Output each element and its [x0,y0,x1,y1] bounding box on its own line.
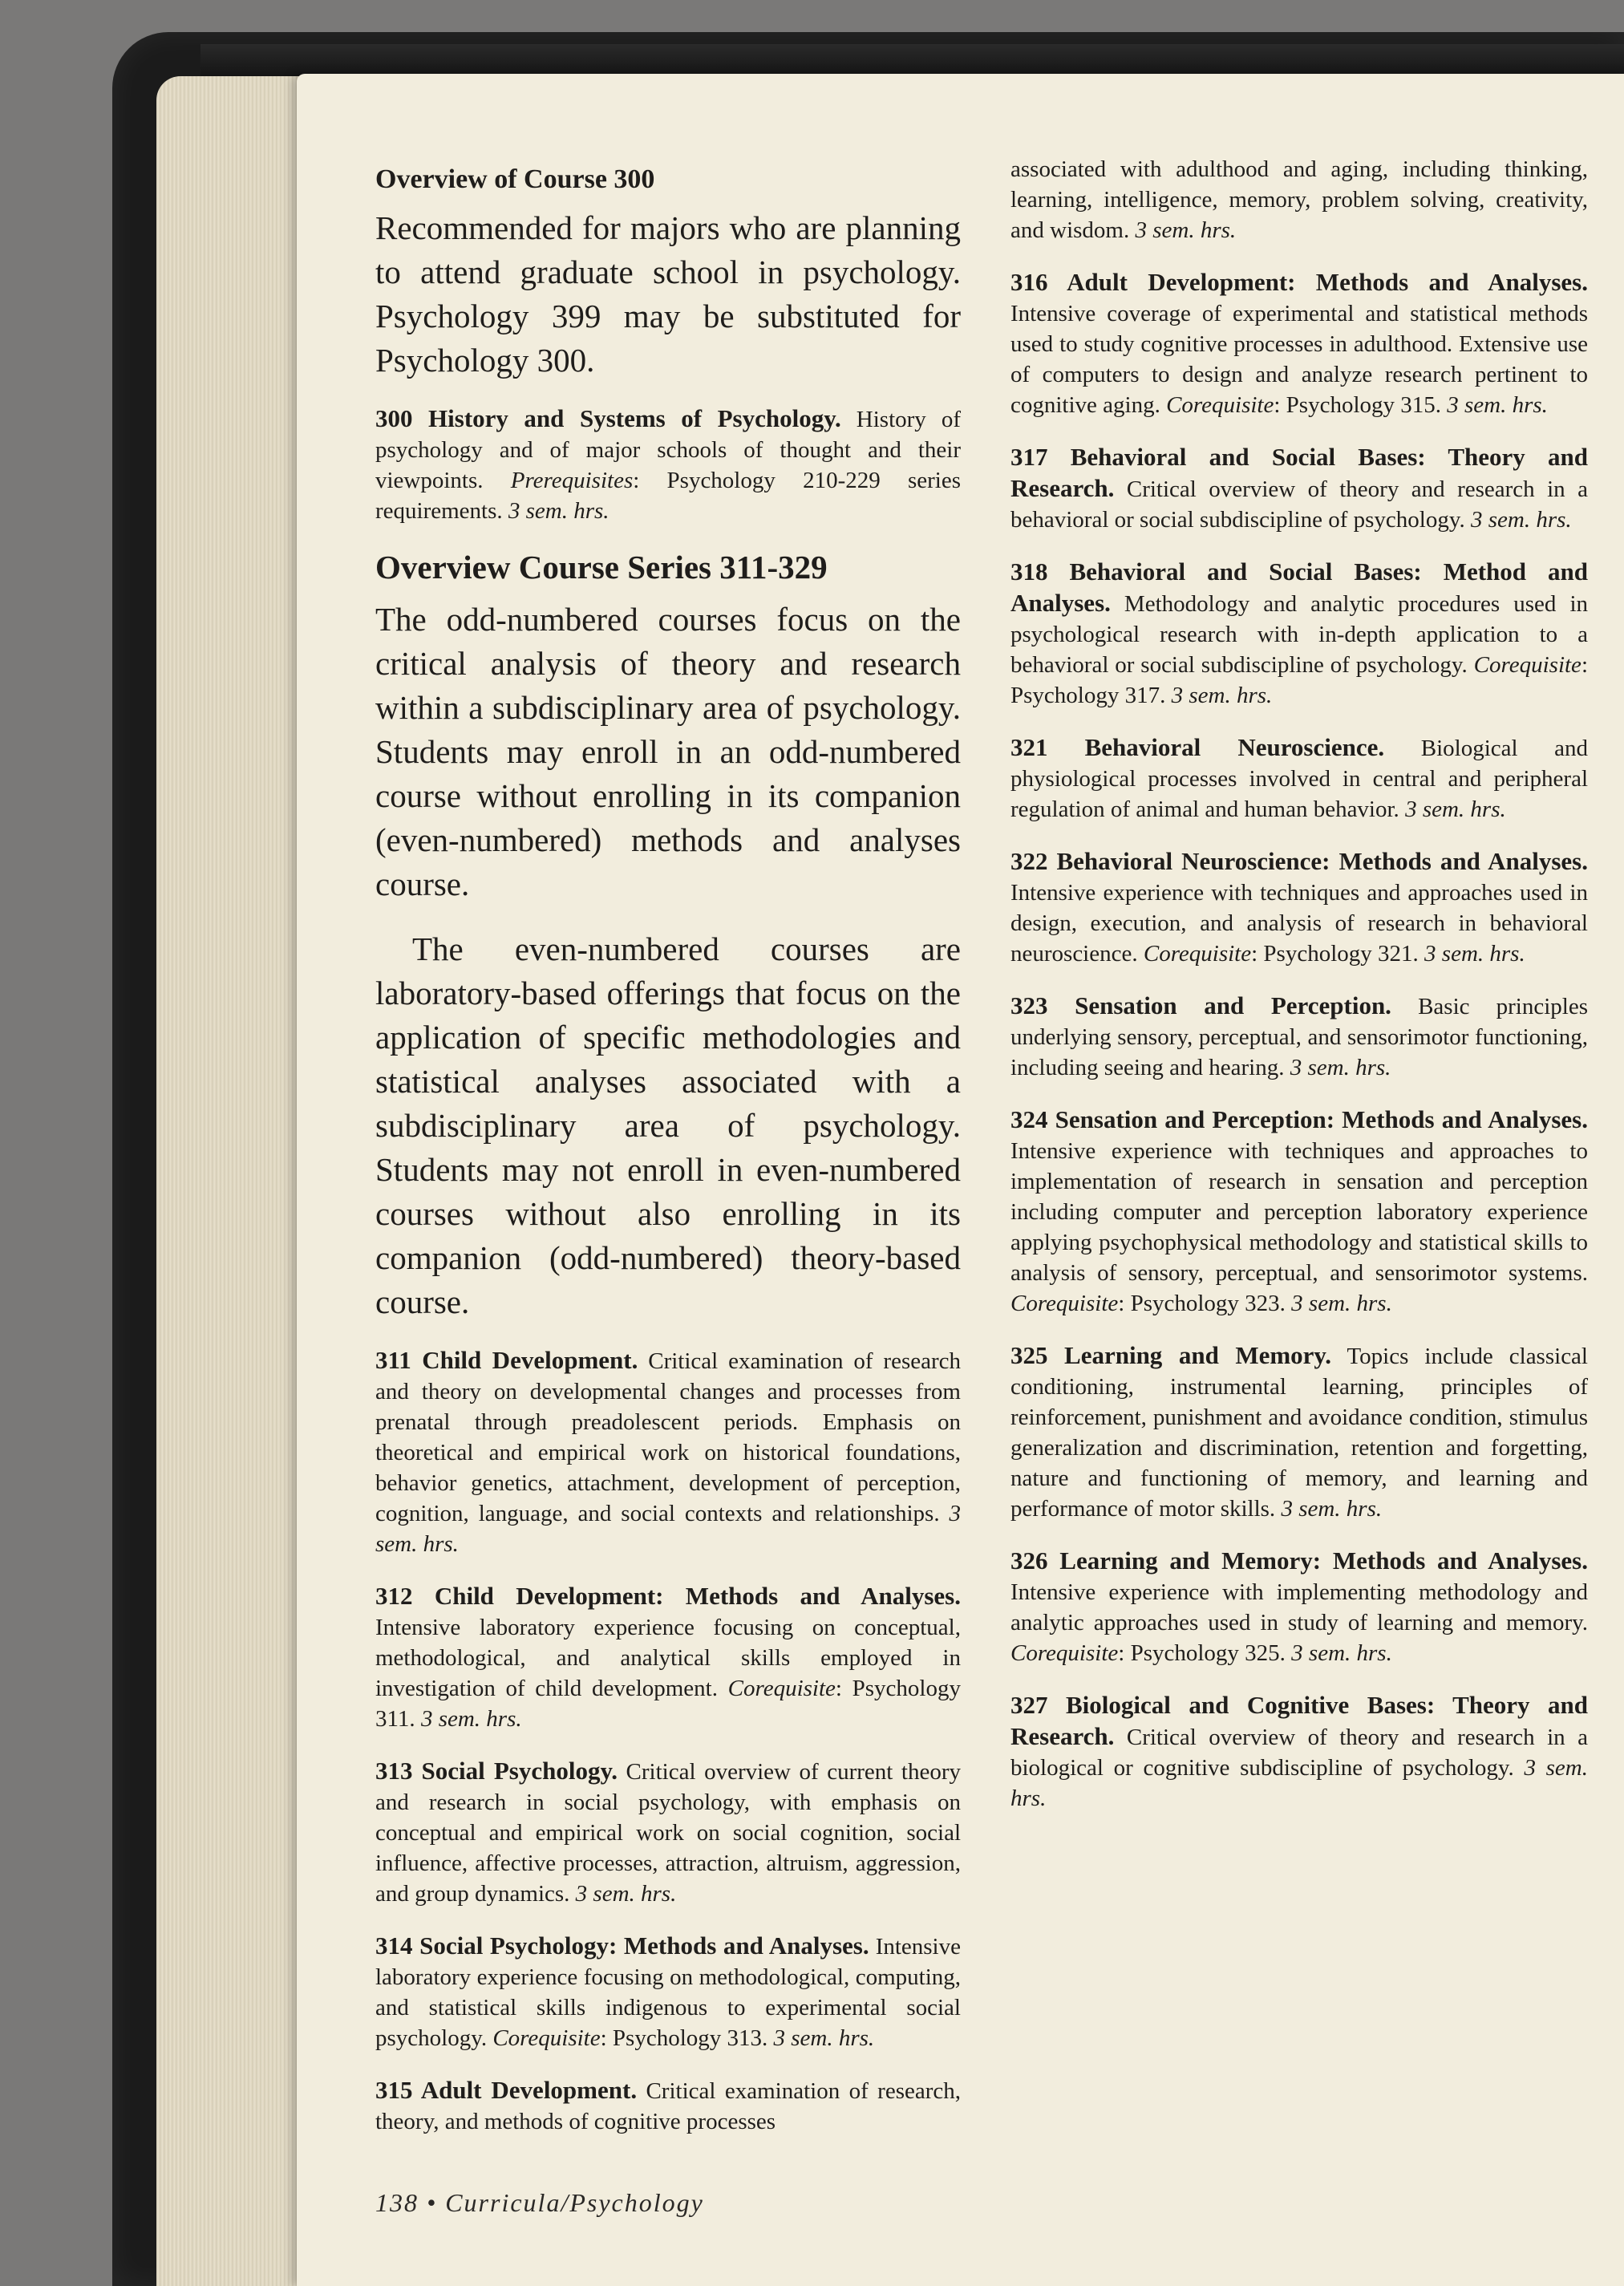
coreq-label: Corequisite [1010,1640,1119,1666]
course-title: 324 Sensation and Perception: Methods and Analyses. [1010,1105,1588,1133]
course-325 [1010,1340,1588,1524]
left-column [375,164,961,2158]
right-column [1010,154,1588,1835]
course-title: 318 Behavioral and Social Bases: Method and Analyses. [1010,557,1588,617]
course-311 [375,1345,961,1559]
course-title: 312 Child Development: Methods and Analyses. [375,1582,961,1611]
course-description: Intensive laboratory experience focusing on methodological, computing, and statistical skills indigenous to experimental social psychology. [375,1934,961,2052]
overview-311-para2: The even-numbered courses are laboratory-based offerings that focus on the application of specific methodologies and statistical analyses associated with a subdisciplinary area of psychology. Students may not enroll in even-numbered courses without also enrolling in its companion (odd-numbered) theory-based course. [375,930,961,1321]
coreq-text: : Psychology 325. [1118,1640,1292,1666]
course-327 [1010,1690,1588,1814]
course-description: Intensive experience with techniques and approaches used in design, execution, and analysis of research in behavioral neuroscience. [1010,880,1588,967]
prereq-text: : Psychology 210-229 series requirements. [375,468,961,525]
course-hours: 3 sem. hrs. [1281,1496,1383,1522]
course-hours: 3 sem. hrs. [1291,1640,1392,1666]
course-315 [375,2075,961,2137]
course-title: 325 Learning and Memory. [1010,1341,1331,1369]
course-title: 323 Sensation and Perception. [1010,991,1391,1019]
page-footer [375,2188,704,2218]
course-description: Critical overview of current theory and research in social psychology, with emphasis on conceptual and empirical work on social cognition, social influence, affective processes, attraction, altruism, aggression, and group dynamics. [375,1759,961,1907]
coreq-label: Corequisite [1473,652,1581,678]
coreq-text: : Psychology 321. [1251,941,1425,967]
coreq-text: : Psychology 315. [1274,392,1448,418]
course-description: Intensive experience with techniques and approaches to implementation of research in sensation and perception including computer and perception laboratory experience applying psychophysical methodology and statistical skills to analysis of sensory, perceptual, and sensorimotor systems. [1010,1138,1588,1286]
coreq-label: Corequisite [1010,1291,1119,1316]
course-title: 300 History and Systems of Psychology. [375,404,841,433]
course-323 [1010,991,1588,1083]
course-description: Critical overview of theory and research in a behavioral or social subdiscipline of psychology. [1010,476,1588,533]
course-description: History of psychology and of major schools of thought and their viewpoints. [375,407,961,494]
course-312 [375,1581,961,1734]
course-hours: 3 sem. hrs. [1290,1055,1391,1080]
course-hours: 3 sem. hrs. [420,1706,522,1733]
course-300 [375,403,961,526]
course-hours: 3 sem. hrs. [773,2025,875,2052]
course-313 [375,1756,961,1909]
overview-300-text: Recommended for majors who are planning to attend graduate school in psychology. Psychology 399 may be substituted for Psychology 300. [375,209,961,379]
coreq-text: : Psychology 311. [375,1676,961,1733]
coreq-label: Corequisite [1166,392,1274,418]
catalog-page [297,74,1624,2286]
course-description: Biological and physiological processes involved in central and peripheral regulation of animal and human behavior. [1010,736,1589,822]
course-title: 327 Biological and Cognitive Bases: Theory and Research. [1010,1691,1588,1750]
course-hours: 3 sem. hrs. [1470,507,1572,533]
page-number: 138 [375,2188,419,2217]
footer-section: Curricula/Psychology [445,2188,704,2217]
course-description: Intensive laboratory experience focusing on conceptual, methodological, and analytical skills employed in investigation of child development. [375,1615,961,1702]
course-description: Intensive coverage of experimental and statistical methods used to study cognitive processes in adulthood. Extensive use of computers to design and analyze research pertinent to cognitive aging. [1010,301,1588,418]
course-description: Critical examination of research and theory on developmental changes and processes from prenatal through preadolescent periods. Emphasis on theoretical and empirical work on historical foundations, behavior genetics, attachment, development of perception, cognition, language, and social contexts and relationships. [375,1348,961,1527]
course-description: Topics include classical conditioning, instrumental learning, principles of reinforcement, punishment and avoidance condition, stimulus generalization and discrimination, retention and forgetting, nature and functioning of memory, and learning and performance of motor skills. [1010,1344,1588,1522]
course-title: 314 Social Psychology: Methods and Analyses. [375,1931,869,1960]
coreq-text: : Psychology 317. [1010,652,1588,708]
course-title: 315 Adult Development. [375,2076,638,2105]
course-316 [1010,267,1588,420]
coreq-text: : Psychology 313. [600,2025,774,2052]
overview-300-heading: Overview of Course 300 [375,164,655,194]
footer-bullet: • [427,2188,438,2217]
coreq-text: : Psychology 323. [1118,1291,1292,1316]
course-description: associated with adulthood and aging, including thinking, learning, intelligence, memory, problem solving, creativity, and wisdom. [1010,156,1588,243]
course-321 [1010,732,1588,825]
course-title: 317 Behavioral and Social Bases: Theory and Research. [1010,443,1588,502]
course-315-continued [1010,154,1588,245]
course-title: 316 Adult Development: Methods and Analyses. [1010,268,1588,296]
course-hours: 3 sem. hrs. [508,498,610,525]
coreq-label: Corequisite [727,1676,836,1702]
course-title: 313 Social Psychology. [375,1757,618,1785]
course-description: Methodology and analytic procedures used in psychological research with in-depth application to a behavioral or social subdiscipline of psychology. [1010,591,1588,678]
overview-311-heading: Overview Course Series 311-329 [375,549,828,586]
coreq-label: Corequisite [1143,941,1252,967]
course-324 [1010,1104,1588,1319]
course-318 [1010,557,1588,711]
coreq-label: Corequisite [492,2025,601,2052]
course-title: 326 Learning and Memory: Methods and Analyses. [1010,1546,1588,1575]
course-description: Basic principles underlying sensory, perceptual, and sensorimotor functioning, including seeing and hearing. [1010,994,1588,1080]
course-description: Critical overview of theory and research in a biological or cognitive subdiscipline of psychology. [1010,1725,1588,1781]
course-hours: 3 sem. hrs. [1135,217,1237,243]
course-322 [1010,846,1588,969]
course-hours: 3 sem. hrs. [1447,392,1548,418]
course-hours: 3 sem. hrs. [1291,1291,1392,1316]
page-edges [156,76,309,2286]
course-description: Intensive experience with implementing methodology and analytic approaches used in study of learning and memory. [1010,1579,1588,1635]
course-314 [375,1931,961,2053]
course-hours: 3 sem. hrs. [1010,1755,1588,1811]
course-title: 311 Child Development. [375,1346,638,1375]
course-317 [1010,442,1588,535]
course-description: Critical examination of research, theory, and methods of cognitive processes [375,2078,961,2135]
prereq-label: Prerequisites [510,468,634,494]
course-hours: 3 sem. hrs. [1171,683,1273,708]
course-hours: 3 sem. hrs. [375,1501,961,1558]
course-hours: 3 sem. hrs. [1424,941,1525,967]
course-326 [1010,1546,1588,1668]
overview-311-para1: The odd-numbered courses focus on the critical analysis of theory and research within a subdisciplinary area of psychology. Students may enroll in an odd-numbered course without enrolling in its companion (even-numbered) methods and analyses course. [375,601,961,903]
course-title: 322 Behavioral Neuroscience: Methods and Analyses. [1010,847,1588,875]
book-binding-top [200,44,1624,76]
course-hours: 3 sem. hrs. [575,1881,677,1907]
course-title: 321 Behavioral Neuroscience. [1010,733,1385,761]
course-hours: 3 sem. hrs. [1405,796,1506,822]
